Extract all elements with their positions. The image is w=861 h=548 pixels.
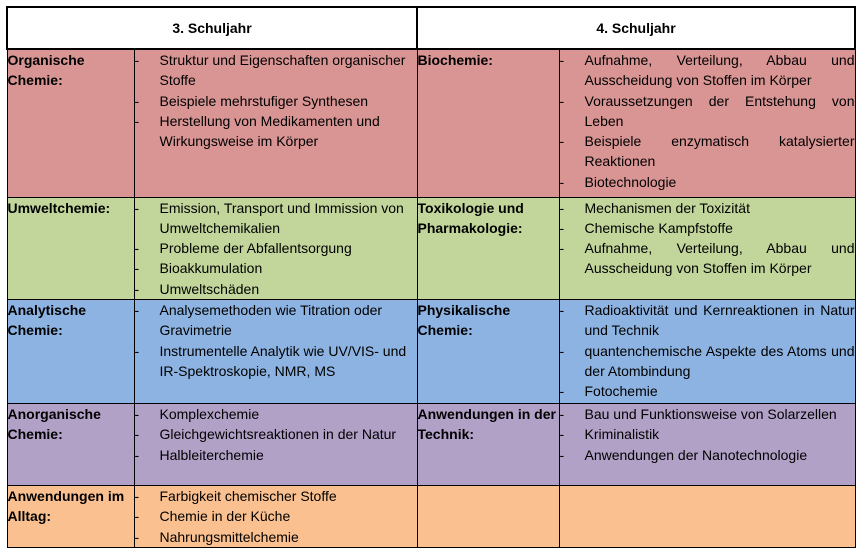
list-item: - Komplexchemie [135,404,417,424]
subject-left: Anorganische Chemie: [7,403,134,485]
list-item: - Farbigkeit chemischer Stoffe [135,486,417,506]
list-item: - quantenchemische Aspekte des Atoms und der Atombindung [560,341,855,382]
table-row [7,197,855,299]
table-row [7,299,855,403]
list-item: - Mechanismen der Toxizität [560,198,855,218]
subject-right: Toxikologie und Pharmakologie: [417,197,559,299]
topic-list-right [559,197,855,299]
topic-list-right [559,403,855,485]
subject-left: Organische Chemie: [7,49,134,197]
list-item: - Herstellung von Medikamenten und Wirkungsweise im Körper [135,111,417,152]
topic-list-right [559,299,855,403]
topic-list-left [134,49,417,197]
header-year-4: 4. Schuljahr [417,7,855,49]
topic-list-left [134,485,417,547]
subject-left: Umweltchemie: [7,197,134,299]
list-item: - Beispiele mehrstufiger Synthesen [135,91,417,111]
list-item: - Aufnahme, Verteilung, Abbau und Ausscheidung von Stoffen im Körper [560,50,855,91]
table-row [7,403,855,485]
topic-list-right-empty [559,485,855,547]
list-item: - Probleme der Abfallentsorgung [135,238,417,258]
list-item: - Instrumentelle Analytik wie UV/VIS- und IR-Spektroskopie, NMR, MS [135,341,417,382]
topic-list-left [134,299,417,403]
list-item: - Halbleiterchemie [135,445,417,465]
subject-right-empty [417,485,559,547]
list-item: - Bau und Funktionsweise von Solarzellen [560,404,855,424]
topic-list-left [134,197,417,299]
subject-right: Biochemie: [417,49,559,197]
list-item: - Nahrungsmittelchemie [135,527,417,547]
header-year-3: 3. Schuljahr [7,7,417,49]
subject-right: Anwendungen in der Technik: [417,403,559,485]
list-item: - Gleichgewichtsreaktionen in der Natur [135,424,417,444]
list-item: - Fotochemie [560,381,855,401]
topic-list-right [559,49,855,197]
list-item: - Voraussetzungen der Entstehung von Leben [560,91,855,132]
table-row [7,485,855,547]
list-item: - Bioakkumulation [135,258,417,278]
subject-left: Anwendungen im Alltag: [7,485,134,547]
list-item: - Kriminalistik [560,424,855,444]
list-item: - Emission, Transport und Immission von Umweltchemikalien [135,198,417,239]
subject-left: Analytische Chemie: [7,299,134,403]
list-item: - Anwendungen der Nanotechnologie [560,445,855,465]
header-row [7,7,855,49]
topic-list-left [134,403,417,485]
list-item: - Chemie in der Küche [135,506,417,526]
list-item: - Aufnahme, Verteilung, Abbau und Ausscheidung von Stoffen im Körper [560,238,855,279]
list-item: - Umweltschäden [135,279,417,299]
subject-right: Physikalische Chemie: [417,299,559,403]
table-row [7,49,855,197]
list-item: - Radioaktivität und Kernreaktionen in Natur und Technik [560,300,855,341]
list-item: - Beispiele enzymatisch katalysierter Reaktionen [560,131,855,172]
curriculum-table [6,6,856,548]
list-item: - Struktur und Eigenschaften organischer Stoffe [135,50,417,91]
list-item: - Biotechnologie [560,172,855,192]
list-item: - Analysemethoden wie Titration oder Gravimetrie [135,300,417,341]
list-item: - Chemische Kampfstoffe [560,218,855,238]
